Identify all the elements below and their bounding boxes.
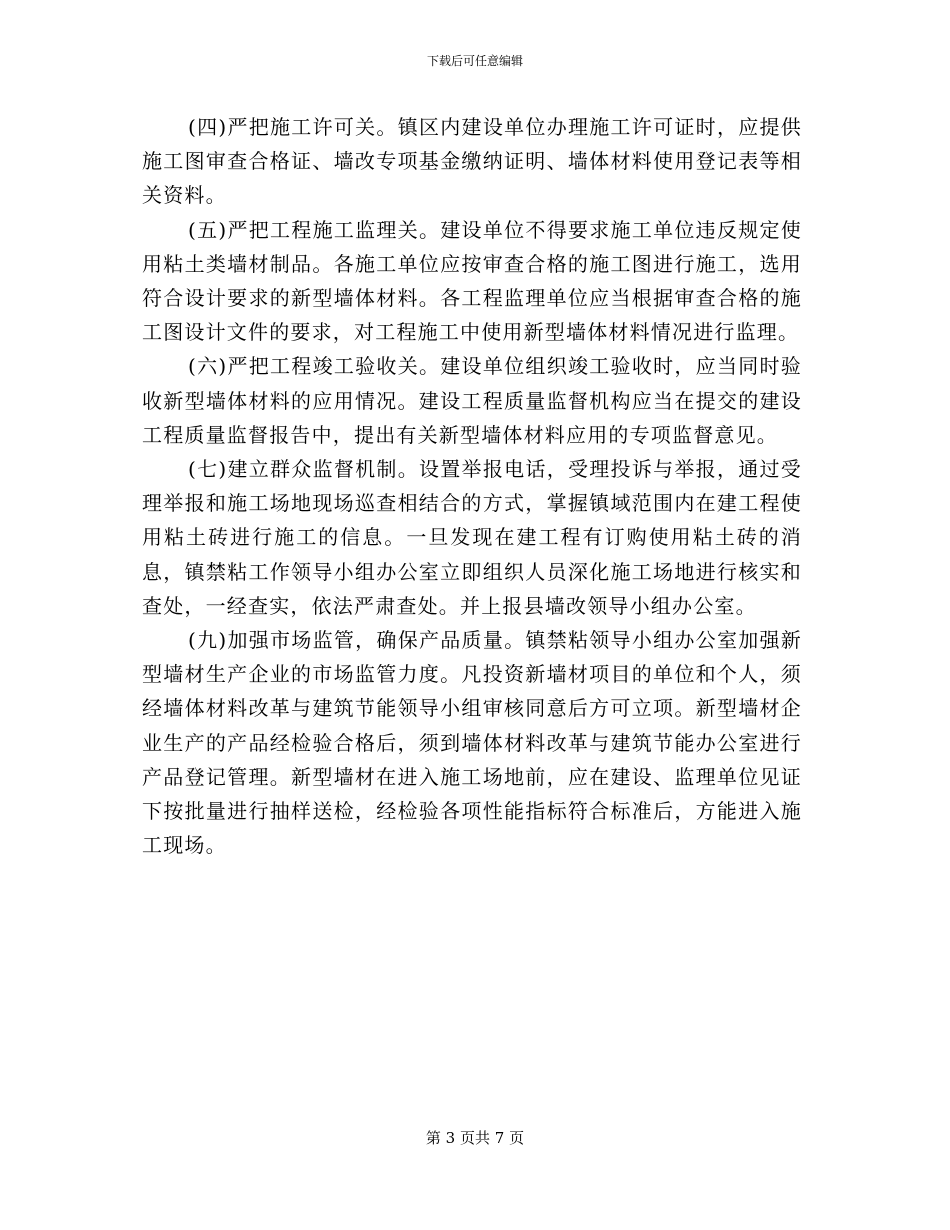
paragraph-construction-permit: (四)严把施工许可关。镇区内建设单位办理施工许可证时，应提供施工图审查合格证、墙改专项基金缴纳证明、墙体材料使用登记表等相关资料。 — [142, 115, 802, 208]
paragraph-market-supervision: (九)加强市场监管，确保产品质量。镇禁粘领导小组办公室加强新型墙材生产企业的市场监管力度。凡投资新墙材项目的单位和个人，须经墙体材料改革与建筑节能领导小组审核同意后方可立项。新型墙材企业生产的产品经检验合格后，须到墙体材料改革与建筑节能办公室进行产品登记管理。新型墙材在进入施工场地前，应在建设、监理单位见证下按批量进行抽样送检，经检验各项性能指标符合标准后，方能进入施工现场。 — [142, 628, 802, 858]
page-number: 第 3 页共 7 页 — [425, 1129, 525, 1147]
document-body — [142, 110, 802, 862]
page-header: 下载后可任意编辑 — [426, 54, 523, 68]
paragraph-completion-acceptance: (六)严把工程竣工验收关。建设单位组织竣工验收时，应当同时验收新型墙体材料的应用情况。建设工程质量监督机构应当在提交的建设工程质量监督报告中，提出有关新型墙体材料应用的专项监督意见。 — [142, 354, 802, 447]
paragraph-public-supervision: (七)建立群众监督机制。设置举报电话，受理投诉与举报，通过受理举报和施工场地现场巡查相结合的方式，掌握镇域范围内在建工程使用粘土砖进行施工的信息。一旦发现在建工程有订购使用粘土砖的消息，镇禁粘工作领导小组办公室立即组织人员深化施工场地进行核实和查处，一经查实，依法严肃查处。并上报县墙改领导小组办公室。 — [142, 457, 802, 618]
paragraph-construction-supervision: (五)严把工程施工监理关。建设单位不得要求施工单位违反规定使用粘土类墙材制品。各施工单位应按审查合格的施工图进行施工，选用符合设计要求的新型墙体材料。各工程监理单位应当根据审查合格的施工图设计文件的要求，对工程施工中使用新型墙体材料情况进行监理。 — [142, 217, 802, 345]
